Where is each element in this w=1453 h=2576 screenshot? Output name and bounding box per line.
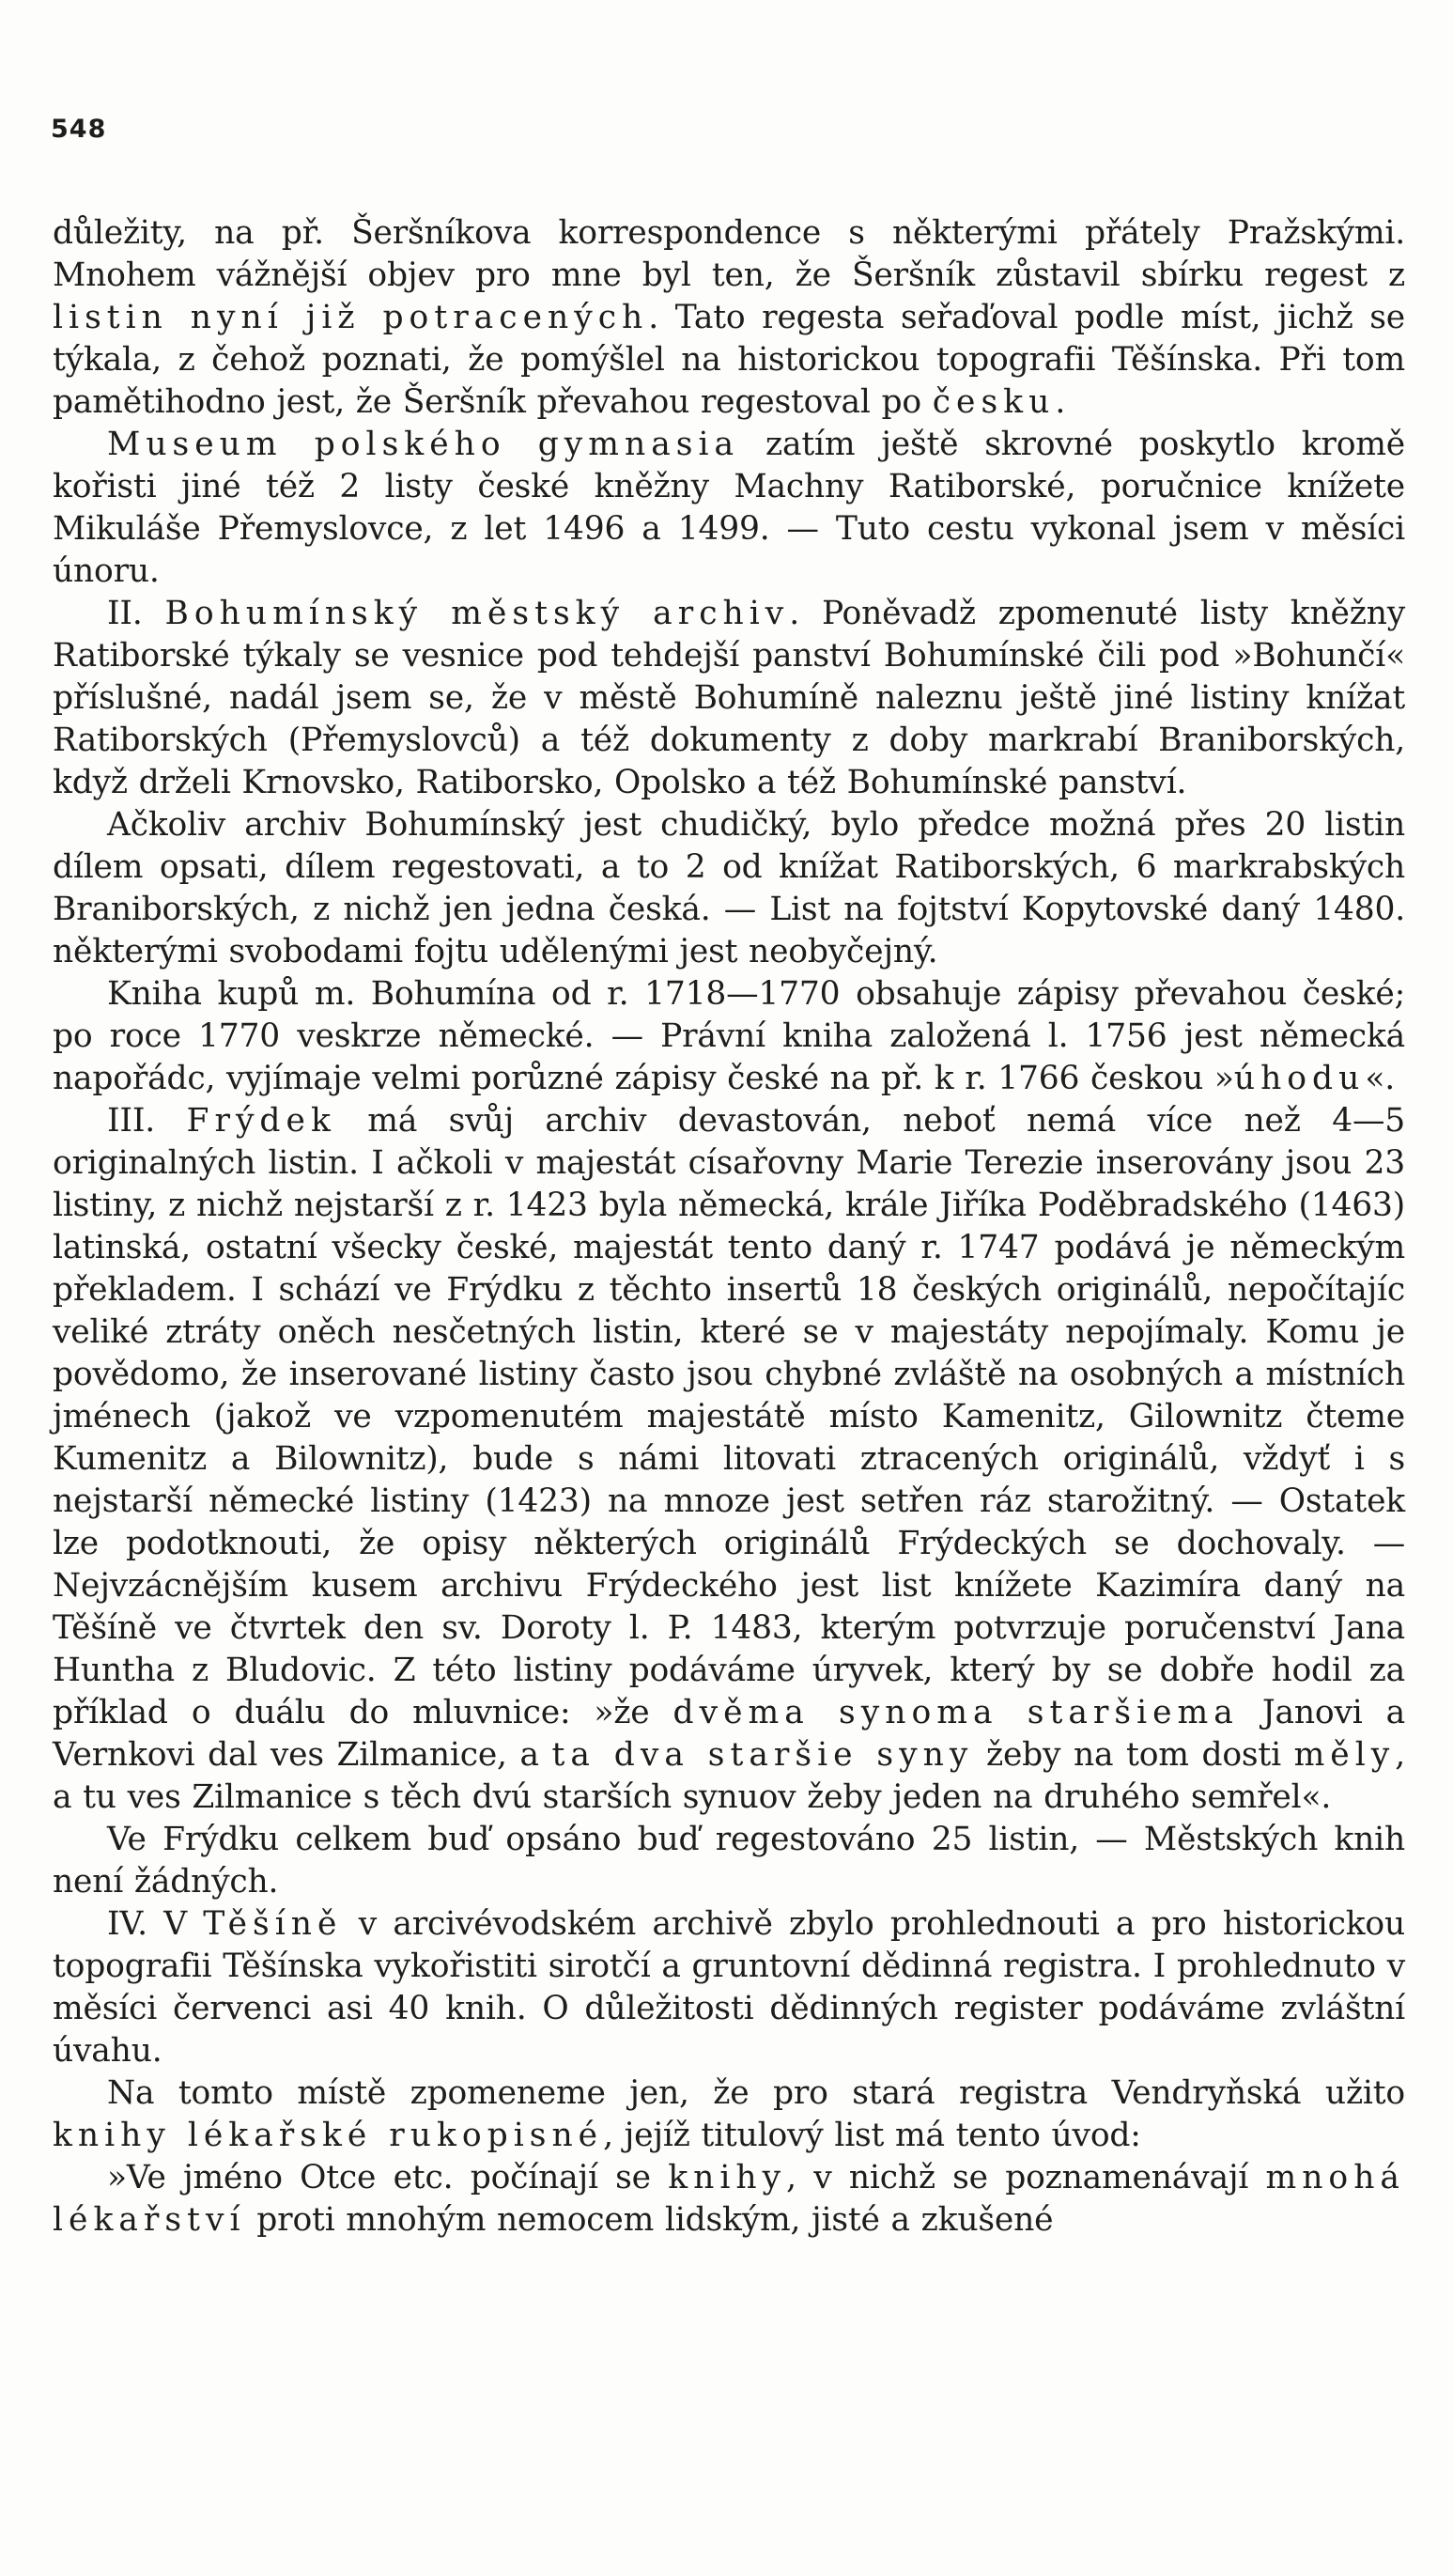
paragraph — [53, 2157, 1405, 2242]
paragraph — [53, 212, 1405, 424]
spaced-emphasis: mnohá lékařství — [53, 2159, 1405, 2239]
paragraph — [53, 1903, 1405, 2072]
text-run: Ačkoliv archiv Bohumínský jest chudičký, bylo předce možná přes 20 listin dílem opsati, dílem regestovati, a to 2 od knížat Ratiborských, 6 markrabských Braniborských, z nichž jen jedna česká. — List na fojtství Kopytovské daný 1480. některými svobodami fojtu udělenými jest neobyčejný. — [53, 806, 1405, 970]
text-run: Janovi a Vernkovi dal ves Zilmanice, a — [53, 1694, 1405, 1774]
text-run: má svůj archiv devastován, neboť nemá více než 4—5 originalných listin. I ačkoli v majestát císařovny Marie Terezie inserovány jsou 23 listiny, z nichž nejstarší z r. 1423 byla německá, krále Jiříka Poděbradského (1463) latinská, ostatní všecky české, majestát tento daný r. 1747 podává je německým překladem. I schází ve Frýdku z těchto insertů 18 českých originálů, nepočítajíc veliké ztráty oněch nesčetných listin, které se v majestáty nepojímaly. Komu je povědomo, že inserované listiny často jsou chybné zvláště na osobných a místních jménech (jakož ve vzpomenutém majestátě místo Kamenitz, Gilownitz čteme Kumenitz a Bilownitz), bude s námi litovati ztracených originálů, vždyť i s nejstarší německé listiny (1423) na mnoze jest setřen ráz starožitný. — Ostatek lze podotknouti, že opisy některých originálů Frýdeckých se dochovaly. — Nejvzácnějším kusem archivu Frýdeckého jest list knížete Kazimíra daný na Těšíně ve čtvrtek den sv. Doroty l. P. 1483, kterým potvrzuje poručenství Jana Huntha z Bludovic. Z této listiny podáváme úryvek, který by se dobře hodil za příklad o duálu do mluvnice: »že — [53, 1102, 1405, 1731]
text-run: žeby na tom dosti — [973, 1736, 1294, 1774]
text-run: Na tomto místě zpomeneme jen, že pro stará registra Vendryňská užito — [107, 2074, 1405, 2112]
spaced-emphasis: měly — [1293, 1736, 1396, 1774]
paragraph — [53, 1819, 1405, 1903]
spaced-emphasis: česku — [932, 383, 1056, 421]
text-run: proti mnohým nemocem lidským, jisté a zkušené — [245, 2201, 1054, 2239]
text-run: IV. V — [107, 1905, 204, 1943]
paragraph — [53, 593, 1405, 804]
paragraph — [53, 973, 1405, 1100]
text-run: II. — [107, 595, 165, 632]
spaced-emphasis: Frýdek — [186, 1102, 336, 1140]
paragraph — [53, 424, 1405, 593]
text-run: Kniha kupů m. Bohumína od r. 1718—1770 obsahuje zápisy převahou české; po roce 1770 veskrze německé. — Právní kniha založená l. 1756 jest německá napořádc, vyjímaje velmi porůzné zápisy české na př. k r. 1766 českou » — [53, 975, 1405, 1097]
paragraph — [53, 2072, 1405, 2157]
text-run: . Tato regesta seřaďoval podle míst, jichž se týkala, z čehož poznati, že pomýšlel na historickou topografii Těšínska. Při tom pamětihodno jest, že Šeršník převahou regestoval po — [53, 299, 1405, 421]
text-run: zatím ještě skrovné poskytlo kromě kořisti jiné též 2 listy české kněžny Machny Ratiborské, poručnice knížete Mikuláše Přemyslovce, z let 1496 a 1499. — Tuto cestu vykonal jsem v měsíci únoru. — [53, 426, 1406, 590]
body-text — [53, 212, 1405, 2242]
spaced-emphasis: Bohumínský městský archiv — [164, 595, 790, 632]
page-number: 548 — [51, 115, 107, 144]
text-run: , v nichž se poznamenávají — [786, 2159, 1266, 2196]
text-run: , a tu ves Zilmanice s těch dvú starších synuov žeby jeden na druhého semřel«. — [53, 1736, 1405, 1816]
spaced-emphasis: úhodu — [1233, 1060, 1366, 1097]
text-run: III. — [107, 1102, 187, 1140]
text-run: , jejíž titulový list má tento úvod: — [603, 2117, 1141, 2154]
spaced-emphasis: Museum polského gymnasia — [107, 426, 740, 463]
text-run: »Ve jméno Otce etc. počínají se — [107, 2159, 669, 2196]
paragraph — [53, 1100, 1405, 1819]
spaced-emphasis: Těšíně — [203, 1905, 343, 1943]
text-run: Ve Frýdku celkem buď opsáno buď regestováno 25 listin, — Městských knih není žádných. — [53, 1821, 1405, 1901]
spaced-emphasis: dvěma synoma staršiema — [672, 1694, 1239, 1731]
spaced-emphasis: knihy — [668, 2159, 787, 2196]
text-run: důležity, na př. Šeršníkova korrespondence s některými přátely Pražskými. Mnohem vážnější objev pro mne byl ten, že Šeršník zůstavil sbírku regest z — [53, 214, 1405, 294]
text-run: «. — [1365, 1060, 1396, 1097]
spaced-emphasis: listin nyní již potracených — [53, 299, 649, 336]
paragraph — [53, 804, 1405, 973]
text-run: v arcivévodském archivě zbylo prohlednouti a pro historickou topografii Těšínska vykořistiti sirotčí a gruntovní dědinná registra. I prohlednuto v měsíci červenci asi 40 knih. O důležitosti dědinných register podáváme zvláštní úvahu. — [53, 1905, 1405, 2070]
spaced-emphasis: knihy lékařské rukopisné — [53, 2117, 604, 2154]
text-run: . Poněvadž zpomenuté listy kněžny Ratiborské týkaly se vesnice pod tehdejší panství Bohumínské čili pod »Bohunčí« příslušné, nadál jsem se, že v městě Bohumíně naleznu ještě jiné listiny knížat Ratiborských (Přemyslovců) a též dokumenty z doby markrabí Braniborských, když drželi Krnovsko, Ratiborsko, Opolsko a též Bohumínské panství. — [53, 595, 1406, 801]
spaced-emphasis: ta dva staršie syny — [551, 1736, 974, 1774]
text-run: . — [1055, 383, 1066, 421]
